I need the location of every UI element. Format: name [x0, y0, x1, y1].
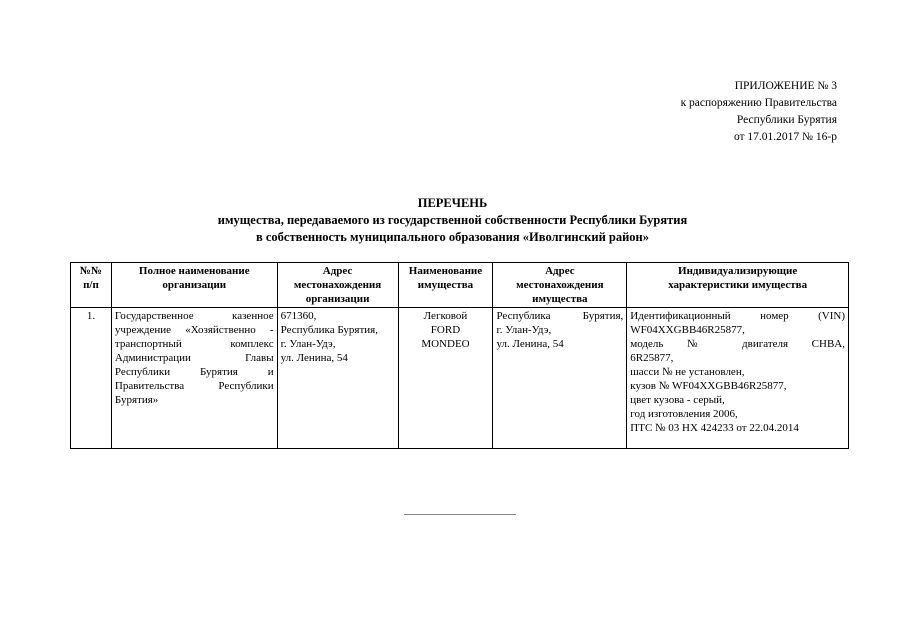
characteristic-line: шасси № не установлен,	[630, 366, 745, 378]
document-heading	[0, 195, 905, 246]
cell-org-name: Государственное казенное учреждение «Хозяйственно - транспортный комплекс Администрации Главы Республики Бурятия и Правительства Республики Бурятия»	[111, 308, 277, 449]
document-subtitle-1: имущества, передаваемого из государственной собственности Республики Бурятия	[217, 213, 688, 227]
header-text: Индивидуализирующие	[678, 265, 798, 277]
property-table	[70, 262, 849, 449]
org-address-line: Республика Бурятия,	[280, 324, 378, 336]
document-title: ПЕРЕЧЕНЬ	[417, 196, 488, 210]
cell-property-name	[398, 308, 493, 449]
org-address-line: ул. Ленина, 54	[280, 352, 348, 364]
header-text: Полное наименование	[138, 265, 250, 277]
characteristic-line: модель № двигателя CHBA,	[630, 338, 845, 350]
appendix-number: ПРИЛОЖЕНИЕ № 3	[734, 80, 837, 92]
cell-org-address	[277, 308, 398, 449]
property-address-line: г. Улан-Удэ,	[496, 324, 552, 336]
header-text: имущества	[532, 293, 588, 305]
header-text: организации	[305, 293, 370, 305]
characteristic-line: WF04XXGBB46R25877,	[630, 324, 745, 336]
characteristic-line: цвет кузова - серый,	[630, 394, 725, 406]
characteristic-line: год изготовления 2006,	[630, 408, 738, 420]
property-address-line: Республика Бурятия,	[496, 310, 624, 322]
appendix-date: от 17.01.2017 № 16-р	[733, 131, 837, 143]
characteristic-line: ПТС № 03 НХ 424233 от 22.04.2014	[630, 422, 799, 434]
closing-divider	[404, 514, 516, 515]
header-text: п/п	[83, 279, 99, 291]
cell-property-address	[493, 308, 627, 449]
characteristic-line: кузов № WF04XXGBB46R25877,	[630, 380, 787, 392]
header-org-name	[111, 263, 277, 308]
org-address-line: г. Улан-Удэ,	[280, 338, 336, 350]
header-text: №№	[79, 265, 102, 277]
document-subtitle-2: в собственность муниципального образования «Иволгинский район»	[255, 230, 650, 244]
characteristic-line: 6R25877,	[630, 352, 674, 364]
header-org-address	[277, 263, 398, 308]
property-line: MONDEO	[421, 338, 470, 350]
cell-characteristics	[627, 308, 849, 449]
cell-number: 1.	[71, 308, 112, 449]
appendix-reference: к распоряжению Правительства	[680, 97, 837, 109]
header-property-name	[398, 263, 493, 308]
header-text: Наименование	[408, 265, 483, 277]
header-text: Адрес	[322, 265, 353, 277]
org-address-line: 671360,	[280, 310, 317, 322]
characteristic-line: Идентификационный номер (VIN)	[630, 310, 845, 322]
header-characteristics	[627, 263, 849, 308]
header-property-address	[493, 263, 627, 308]
appendix-republic: Республики Бурятия	[736, 114, 837, 126]
appendix-block	[681, 78, 837, 146]
header-text: местонахождения	[293, 279, 382, 291]
header-text: характеристики имущества	[668, 279, 808, 291]
header-number	[71, 263, 112, 308]
header-text: Адрес	[545, 265, 575, 277]
header-text: имущества	[417, 279, 474, 291]
header-text: организации	[162, 279, 227, 291]
property-address-line: ул. Ленина, 54	[496, 338, 564, 350]
property-line: Легковой	[423, 310, 468, 322]
table-header-row	[71, 263, 849, 308]
header-text: местонахождения	[516, 279, 604, 291]
property-line: FORD	[430, 324, 461, 336]
table-row	[71, 308, 849, 449]
